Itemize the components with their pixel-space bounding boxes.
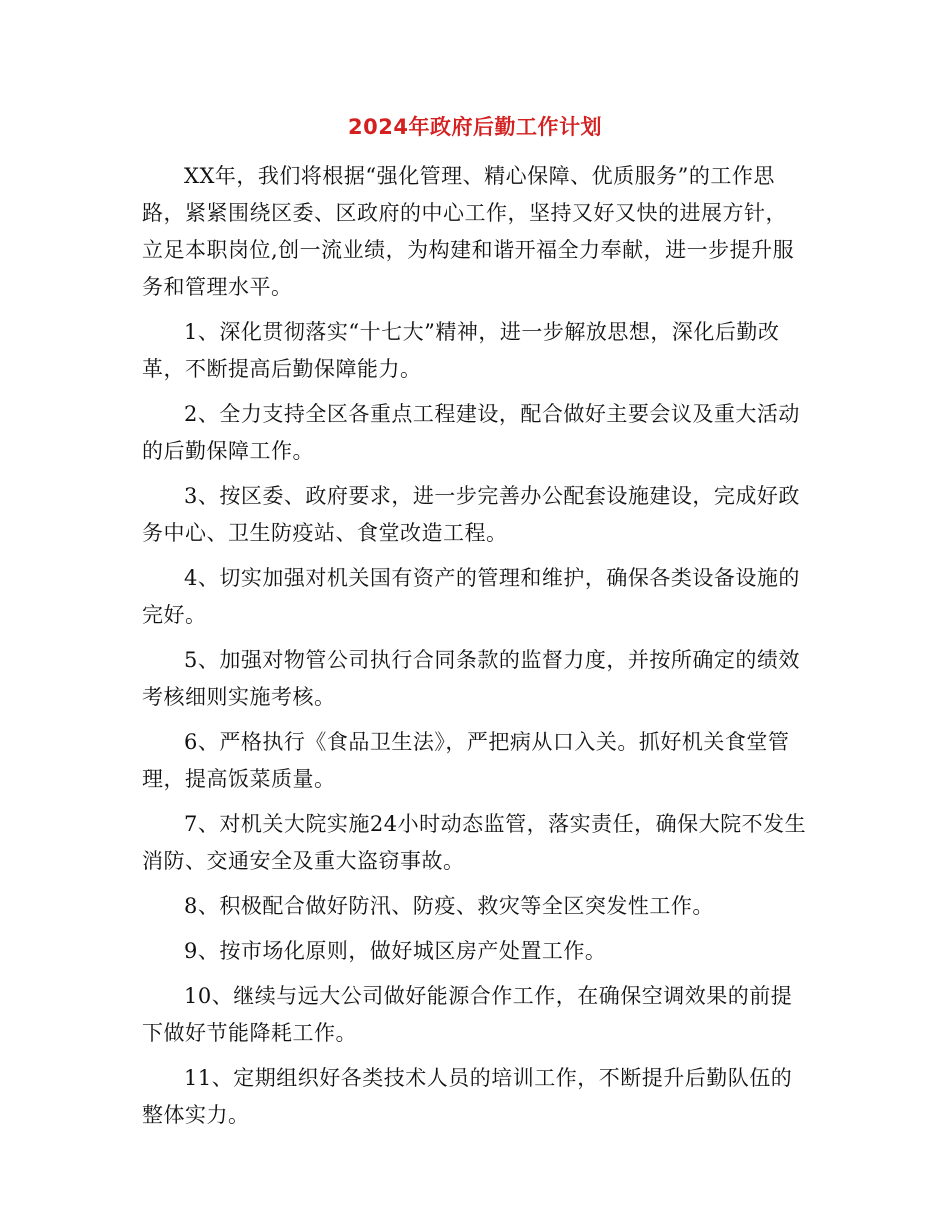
list-item: 11、定期组织好各类技术人员的培训工作，不断提升后勤队伍的整体实力。 (142, 1066, 793, 1127)
list-item: 3、按区委、政府要求，进一步完善办公配套设施建设，完成好政务中心、卫生防疫站、食堂改造工程。 (142, 484, 800, 545)
list-item: 1、深化贯彻落实“十七大”精神，进一步解放思想，深化后勤改革，不断提高后勤保障能力。 (142, 320, 780, 381)
list-item: 8、积极配合做好防汛、防疫、救灾等全区突发性工作。 (184, 894, 714, 918)
list-item: 10、继续与远大公司做好能源合作工作，在确保空调效果的前提下做好节能降耗工作。 (142, 984, 793, 1045)
list-item: 2、全力支持全区各重点工程建设，配合做好主要会议及重大活动的后勤保障工作。 (142, 402, 800, 463)
intro-paragraph: XX年，我们将根据“强化管理、精心保障、优质服务”的工作思路，紧紧围绕区委、区政府的中心工作，坚持又好又快的进展方针，立足本职岗位,创一流业绩，为构建和谐开福全力奉献，进一步提升服务和管理水平。 (142, 164, 795, 299)
document-body (142, 158, 808, 1134)
list-item: 6、严格执行《食品卫生法》，严把病从口入关。抓好机关食堂管理，提高饭菜质量。 (142, 730, 790, 791)
list-item: 4、切实加强对机关国有资产的管理和维护，确保各类设备设施的完好。 (142, 566, 800, 627)
document-title: 2024年政府后勤工作计划 (348, 115, 602, 139)
list-item: 5、加强对物管公司执行合同条款的监督力度，并按所确定的绩效考核细则实施考核。 (142, 648, 800, 709)
list-item: 7、对机关大院实施24小时动态监管，落实责任，确保大院不发生消防、交通安全及重大盗窃事故。 (142, 812, 807, 873)
list-item: 9、按市场化原则，做好城区房产处置工作。 (184, 939, 607, 963)
